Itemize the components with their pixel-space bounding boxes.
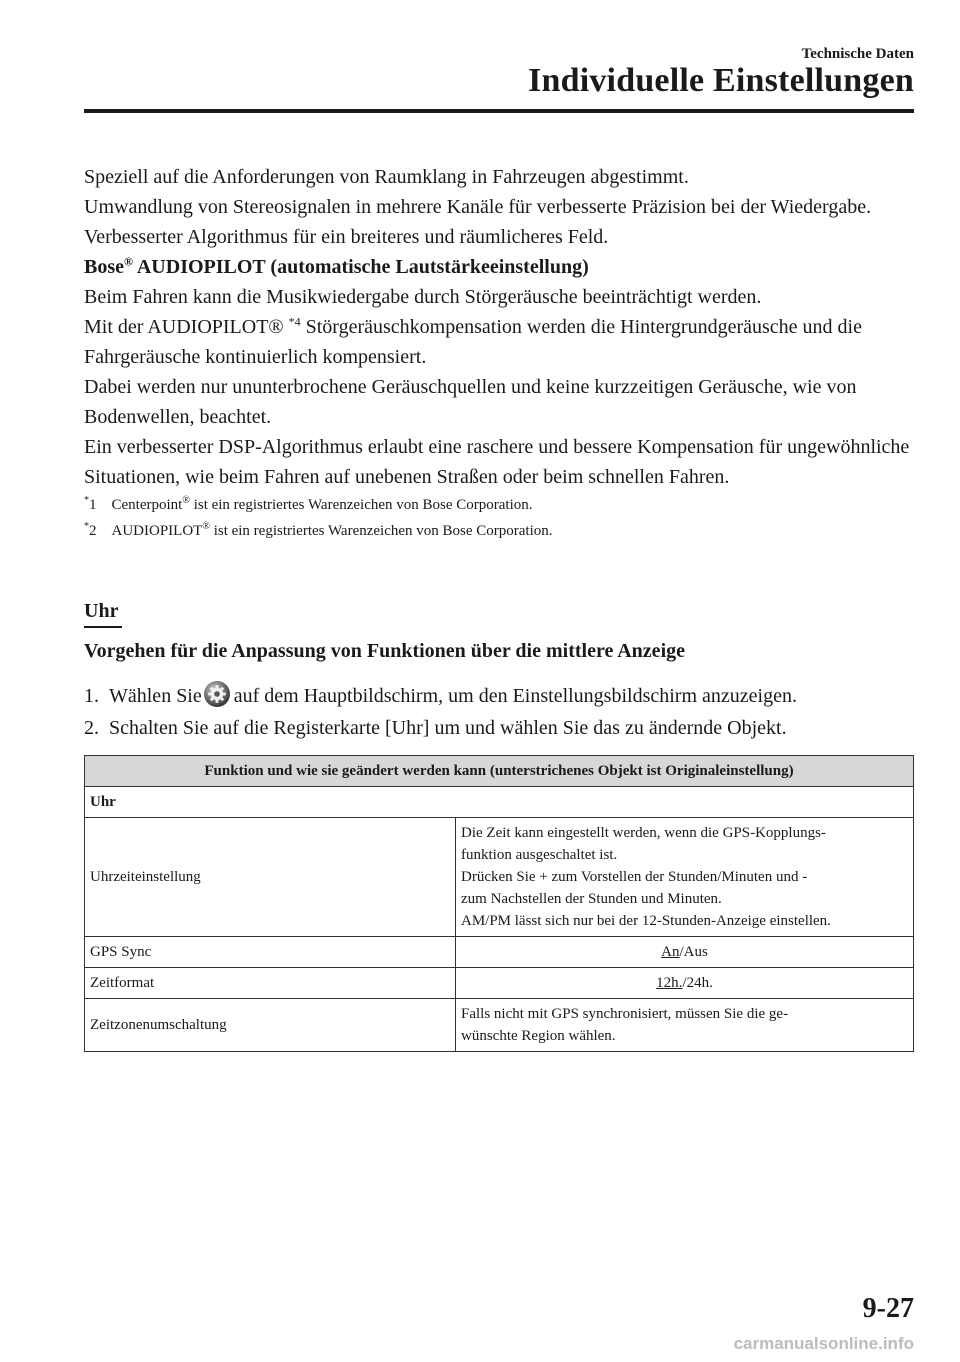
step-number: 1. [84, 685, 99, 707]
heading-text: AUDIOPILOT (automatische Lautstärkeeinstellung) [132, 256, 589, 278]
header-divider [84, 109, 914, 113]
step-number: 2. [84, 717, 99, 739]
footnote-number: 2 [89, 523, 97, 539]
procedure-subheading: Vorgehen für die Anpassung von Funktionen über die mittlere Anzeige [84, 640, 685, 662]
row-label: GPS Sync [85, 937, 456, 968]
table-section-label: Uhr [85, 787, 914, 818]
description-line: Drücken Sie + zum Vorstellen der Stunden/Minuten und - [461, 869, 808, 885]
step-2 [84, 712, 914, 744]
uhr-section-heading: Uhr [84, 600, 119, 622]
body-text [84, 162, 914, 544]
text: Störgeräuschkompensation werden die Hintergrundgeräusche und die Fahrgeräusche kontinuierlich kompensiert. [84, 316, 862, 368]
paragraph: Ein verbesserter DSP-Algorithmus erlaubt eine raschere und bessere Kompensation für ungewöhnliche Situationen, wie beim Fahren auf unebenen Straßen oder beim schnellen Fahren. [84, 436, 910, 488]
description-line: AM/PM lässt sich nur bei der 12-Stunden-Anzeige einstellen. [461, 913, 831, 929]
table-row [85, 999, 914, 1052]
other-options: /Aus [679, 944, 708, 960]
row-label: Zeitformat [85, 968, 456, 999]
row-options [456, 937, 914, 968]
default-option: An [661, 944, 680, 960]
footnote-text: ist ein registriertes Warenzeichen von Bose Corporation. [189, 497, 533, 513]
step-text: auf dem Hauptbildschirm, um den Einstellungsbildschirm anzuzeigen. [233, 685, 797, 707]
paragraph: Dabei werden nur ununterbrochene Geräuschquellen und keine kurzzeitigen Geräusche, wie von Bodenwellen, beachtet. [84, 376, 857, 428]
text: Mit der AUDIOPILOT® [84, 316, 289, 338]
description-line: zum Nachstellen der Stunden und Minuten. [461, 891, 722, 907]
footnote-text: ist ein registriertes Warenzeichen von Bose Corporation. [209, 523, 553, 539]
row-options [456, 968, 914, 999]
watermark: carmanualsonline.info [733, 1334, 914, 1353]
footnote-mark: * [84, 495, 89, 506]
paragraph: Beim Fahren kann die Musikwiedergabe durch Störgeräusche beeinträchtigt werden. [84, 286, 762, 308]
step-text: Schalten Sie auf die Registerkarte [Uhr] um und wählen Sie das zu ändernde Objekt. [109, 717, 787, 739]
header-section-label: Technische Daten [801, 46, 914, 62]
heading-text: Bose [84, 256, 124, 278]
footnote-name: AUDIOPILOT [111, 523, 203, 539]
paragraph: Verbesserter Algorithmus für ein breiteres und räumlicheres Feld. [84, 226, 609, 248]
row-label: Uhrzeiteinstellung [85, 818, 456, 937]
paragraph [84, 312, 914, 372]
footnote-number: 1 [89, 497, 97, 513]
other-options: /24h. [682, 975, 713, 991]
page-title: Individuelle Einstellungen [528, 62, 914, 99]
paragraph: Speziell auf die Anforderungen von Raumklang in Fahrzeugen abgestimmt. [84, 166, 689, 188]
uhr-heading-underline [84, 626, 122, 628]
table-section-row [85, 787, 914, 818]
footnote-ref: *4 [288, 314, 301, 329]
table-row [85, 818, 914, 937]
table-row [85, 968, 914, 999]
settings-table [84, 755, 914, 1052]
page-number: 9-27 [862, 1293, 914, 1324]
description-line: Die Zeit kann eingestellt werden, wenn die GPS-Kopplungs- [461, 825, 826, 841]
footnote-mark: * [84, 521, 89, 532]
table-row [85, 937, 914, 968]
description-line: Falls nicht mit GPS synchronisiert, müssen Sie die ge- [461, 1006, 789, 1022]
step-1 [84, 680, 914, 712]
row-description [456, 818, 914, 937]
paragraph: Umwandlung von Stereosignalen in mehrere Kanäle für verbesserte Präzision bei der Wiedergabe. [84, 196, 872, 218]
table-header-row [85, 756, 914, 787]
table-header: Funktion und wie sie geändert werden kann (unterstrichenes Objekt ist Originaleinstellung) [85, 756, 914, 787]
row-label: Zeitzonenumschaltung [85, 999, 456, 1052]
registered-mark: ® [202, 521, 210, 532]
description-line: funktion ausgeschaltet ist. [461, 847, 618, 863]
bose-audiopilot-heading [84, 252, 914, 282]
row-description [456, 999, 914, 1052]
footnote [84, 492, 914, 518]
step-text: Wählen Sie [109, 685, 202, 707]
procedure-steps [84, 680, 914, 744]
settings-gear-icon [203, 680, 231, 708]
default-option: 12h. [656, 975, 683, 991]
footnote-name: Centerpoint [111, 497, 183, 513]
description-line: wünschte Region wählen. [461, 1028, 616, 1044]
registered-mark: ® [124, 254, 133, 269]
registered-mark: ® [182, 495, 190, 506]
footnote [84, 518, 914, 544]
